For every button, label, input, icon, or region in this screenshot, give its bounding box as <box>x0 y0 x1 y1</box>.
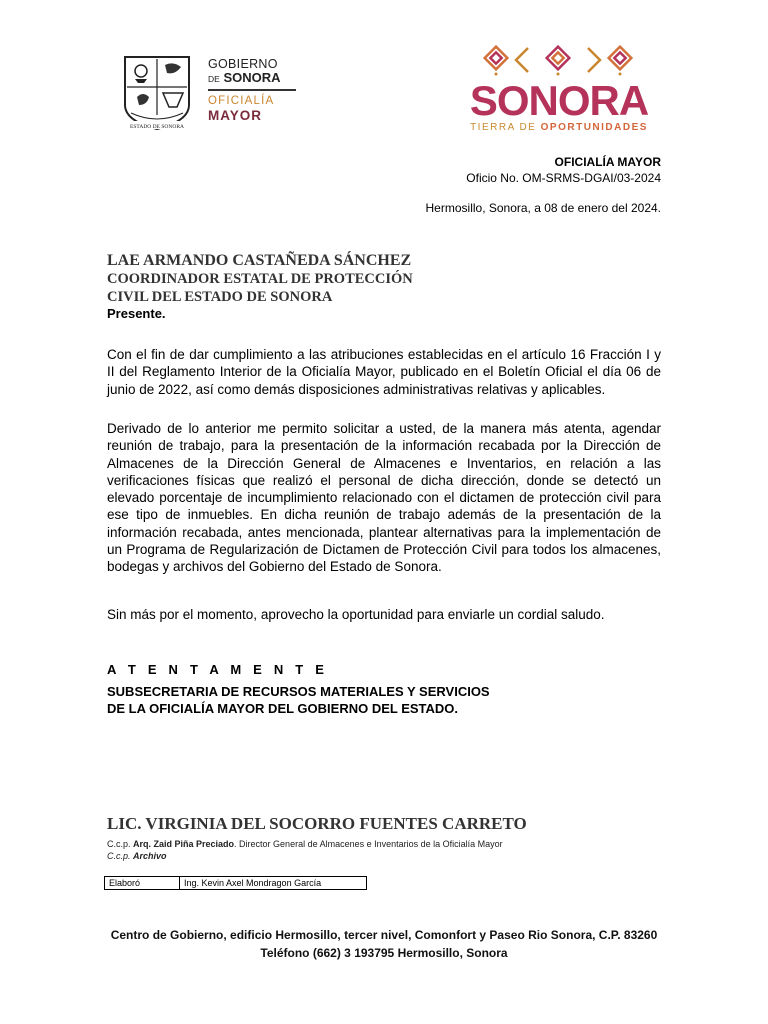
ccp-line-1 <box>107 838 503 850</box>
mayor-label: MAYOR <box>208 107 263 123</box>
tagline-part1: TIERRA DE <box>470 122 541 133</box>
brand-word: SONORA <box>469 77 649 124</box>
oficialia-label: OFICIALÍA <box>208 94 275 107</box>
body-paragraph-1: Con el fin de dar cumplimiento a las atribuciones establecidas en el artículo 16 Fracción I y II del Reglamento Interior de la Oficialía Mayor, publicado en el Boletín Oficial el día 06 de junio de 2022, así como demás disposiciones administrativas relativas y aplicables. <box>107 347 661 397</box>
brand-tagline <box>466 122 652 134</box>
ccp-name-1: Arq. Zaid Piña Preciado <box>133 839 235 849</box>
elaboro-label: Elaboró <box>105 877 180 889</box>
recipient-title-line2: CIVIL DEL ESTADO DE SONORA <box>107 289 333 305</box>
recipient-title-line1: COORDINADOR ESTATAL DE PROTECCIÓN <box>107 271 413 287</box>
place-date: Hermosillo, Sonora, a 08 de enero del 2024. <box>425 201 661 215</box>
ccp-prefix: C.c.p. <box>107 839 134 849</box>
elaboro-table <box>104 876 367 890</box>
footer-address <box>0 926 768 962</box>
atentamente: A T E N T A M E N T E <box>107 662 329 677</box>
gov-sonora: SONORA <box>223 70 281 85</box>
office-heading: OFICIALÍA MAYOR <box>554 155 661 169</box>
sonora-brand-logo <box>466 44 652 138</box>
gov-line1: GOBIERNO <box>208 57 278 71</box>
svg-text:ESTADO DE SONORA: ESTADO DE SONORA <box>130 124 184 130</box>
footer-line1: Centro de Gobierno, edificio Hermosillo, tercer nivel, Comonfort y Paseo Rio Sonora, C.P. 83260 <box>110 928 658 942</box>
state-seal-logo <box>117 53 197 133</box>
wordmark-divider <box>208 89 296 91</box>
signer-name: LIC. VIRGINIA DEL SOCORRO FUENTES CARRETO <box>107 814 527 833</box>
elaboro-value: Ing. Kevin Axel Mondragon García <box>184 878 322 888</box>
recipient-title <box>107 270 507 306</box>
tagline-part2: OPORTUNIDADES <box>540 122 648 133</box>
ccp-desc-1: . Director General de Almacenes e Inventarios de la Oficialía Mayor <box>234 839 503 849</box>
greeting: Presente. <box>107 306 166 321</box>
ccp-prefix-2: C.c.p. <box>107 851 134 861</box>
issuing-unit-line1: SUBSECRETARIA DE RECURSOS MATERIALES Y SERVICIOS <box>107 684 490 699</box>
oficio-number: Oficio No. OM-SRMS-DGAI/03-2024 <box>466 171 661 185</box>
brand-pattern-icon <box>466 44 652 80</box>
recipient-name: LAE ARMANDO CASTAÑEDA SÁNCHEZ <box>107 252 412 269</box>
issuing-unit <box>107 683 607 717</box>
government-wordmark <box>208 58 298 123</box>
ccp-name-2: Archivo <box>133 851 167 861</box>
gov-de: DE <box>208 74 220 84</box>
footer-line2: Teléfono (662) 3 193795 Hermosillo, Sonora <box>260 946 508 960</box>
issuing-unit-line2: DE LA OFICIALÍA MAYOR DEL GOBIERNO DEL ESTADO. <box>107 701 459 716</box>
body-paragraph-2: Derivado de lo anterior me permito solicitar a usted, de la manera más atenta, agendar reunión de trabajo, para la presentación de la información recabada por la Dirección de Almacenes de la Dirección General de Almacenes e Inventarios, en relación a las verificaciones físicas que realizó el personal de dicha dirección, donde se detectó un elevado porcentaje de incumplimiento relacionado con el dictamen de protección civil para ese tipo de inmuebles. En dicha reunión de trabajo además de la presentación de la información recabada, antes mencionada, plantear alternativas para la implementación de un Programa de Regularización de Dictamen de Protección Civil para todos los almacenes, bodegas y archivos del Gobierno del Estado de Sonora. <box>107 421 661 575</box>
body-paragraph-3: Sin más por el momento, aprovecho la oportunidad para enviarle un cordial saludo. <box>107 607 605 622</box>
ccp-line-2 <box>107 850 167 862</box>
gov-line2 <box>208 71 298 86</box>
